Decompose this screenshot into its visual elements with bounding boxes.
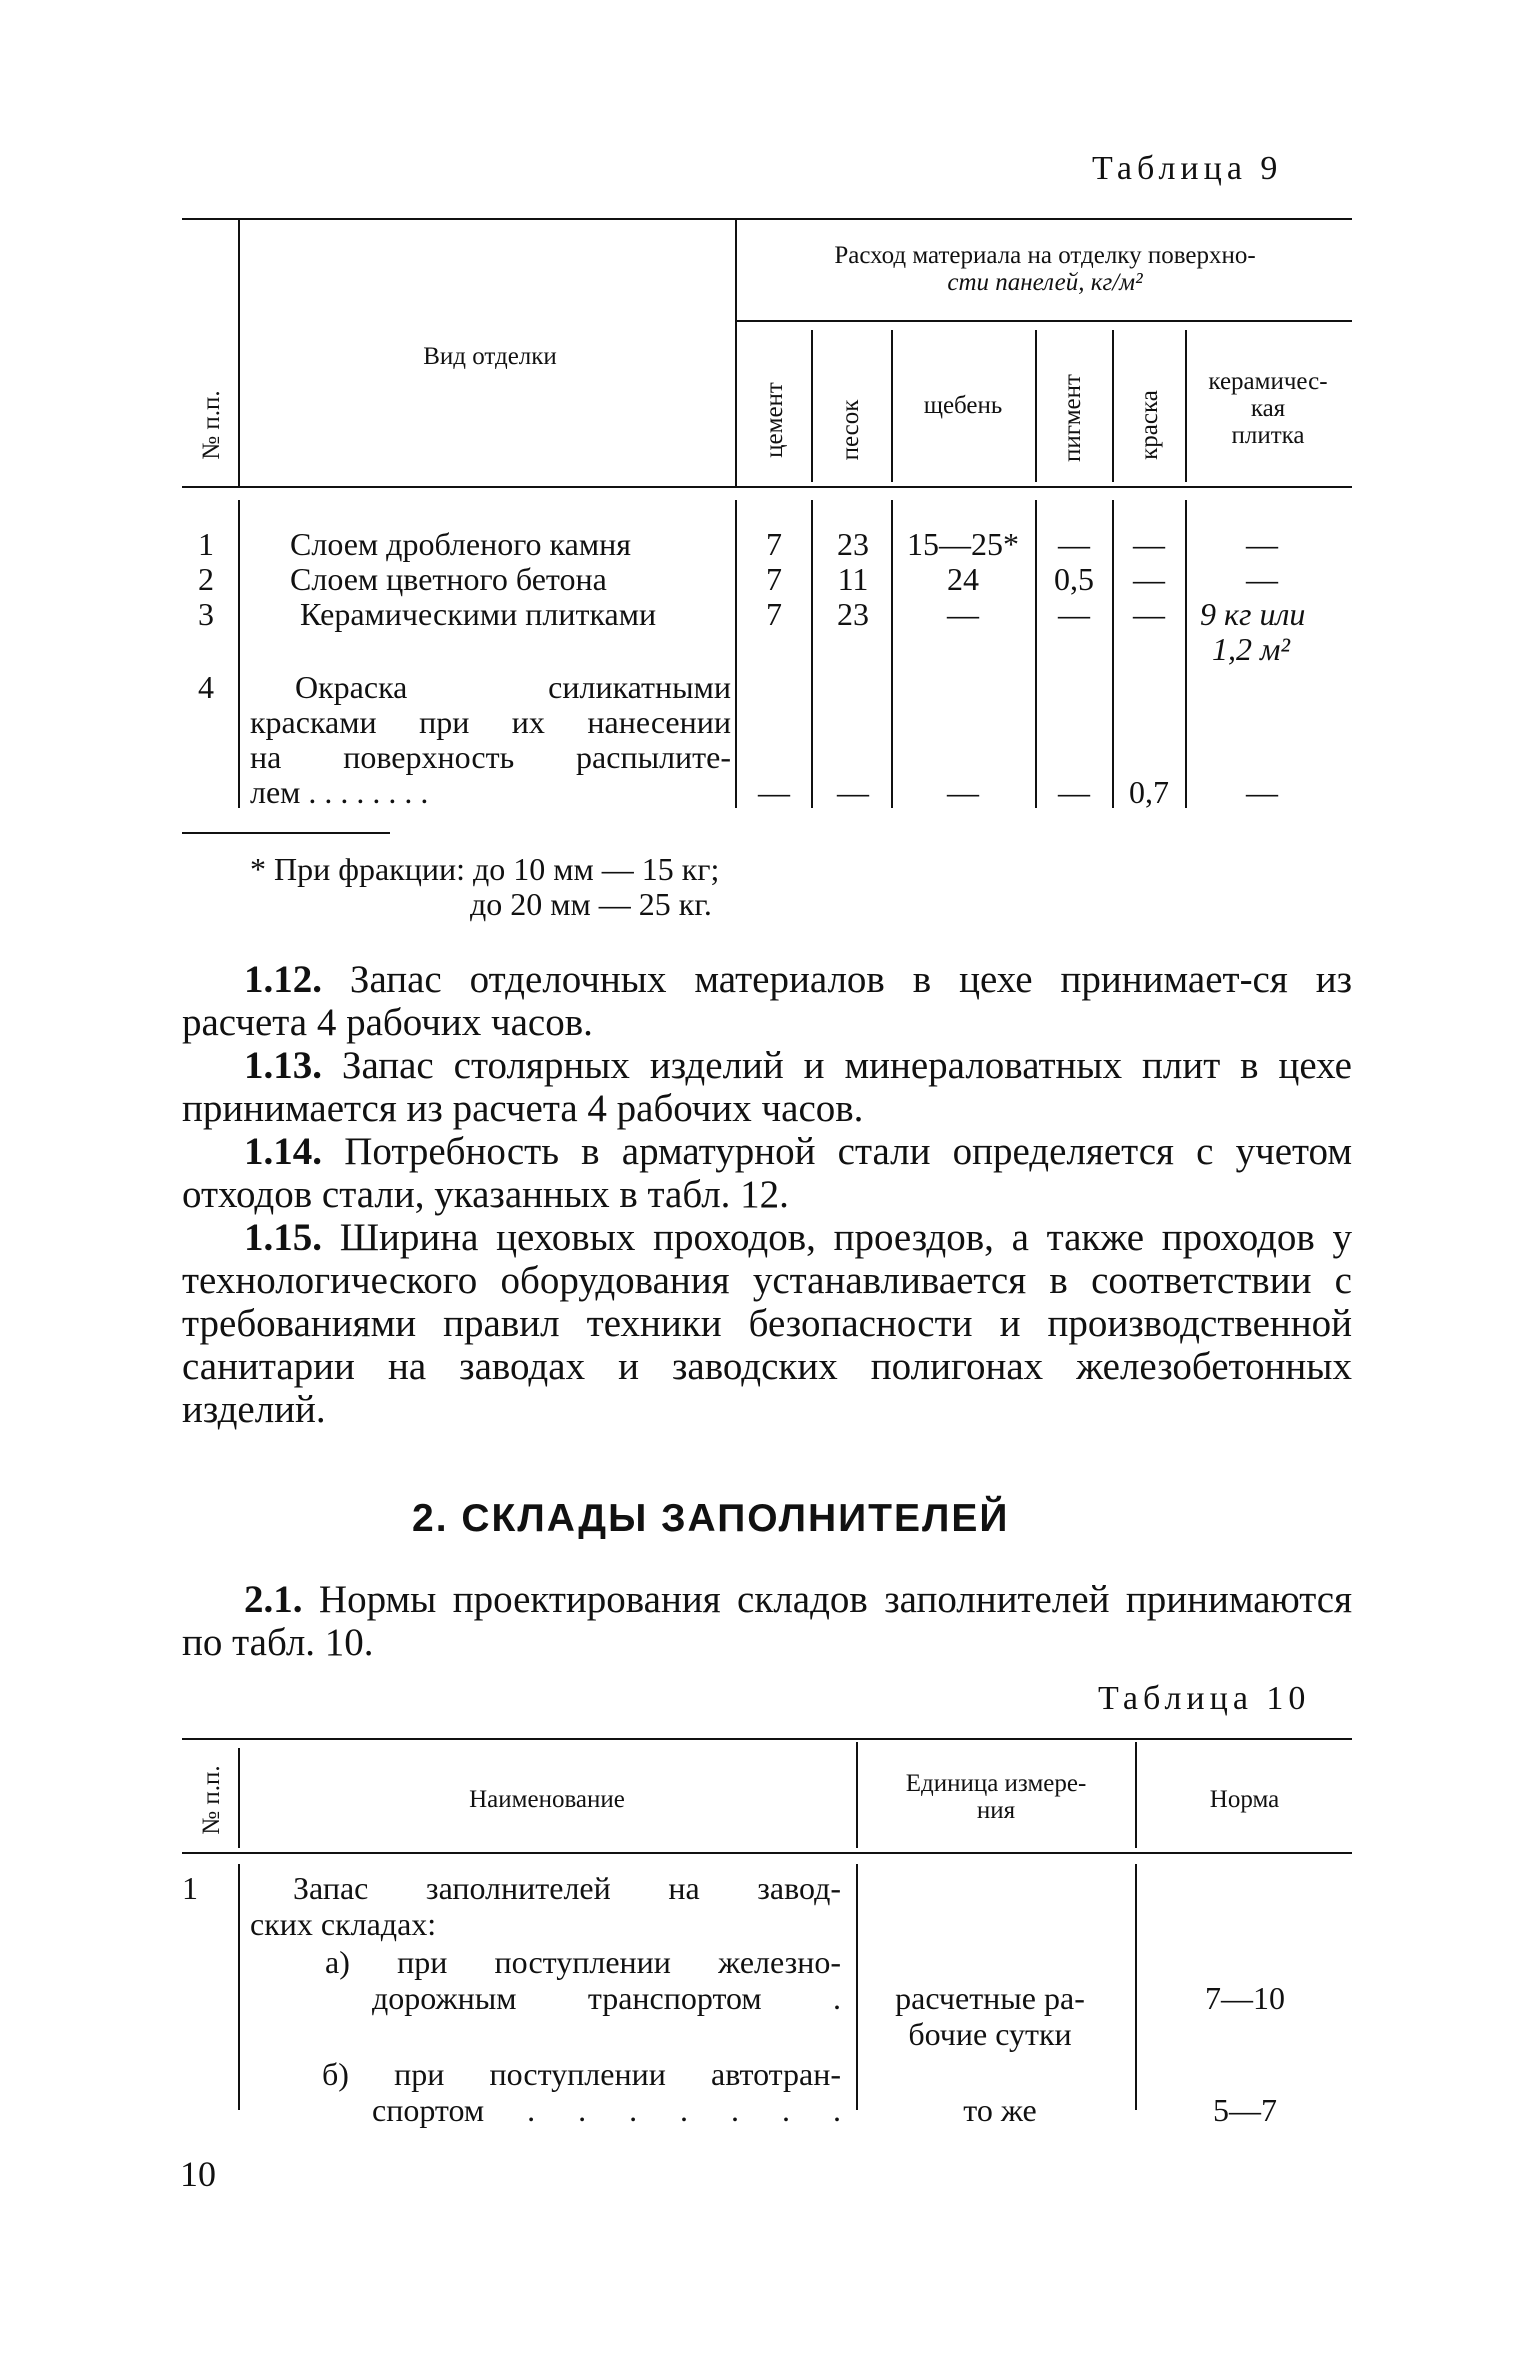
cell-unit: расчетные ра-	[895, 1980, 1085, 2016]
table9-footnote: до 20 мм — 25 кг.	[470, 886, 712, 922]
table9-group-rule	[735, 320, 1352, 322]
table9-vline	[811, 500, 813, 808]
cell-paint: 0,7	[1129, 774, 1169, 810]
table10-col-unit: Единица измере- ния	[905, 1770, 1087, 1824]
cell-pigment: —	[1058, 526, 1090, 562]
row-name: Керамическими плитками	[300, 596, 657, 632]
paragraph-2-1: 2.1. Нормы проектирования складов заполнителей принимаются по табл. 10.	[182, 1578, 1353, 1664]
cell-tile: 1,2 м²	[1212, 631, 1291, 667]
row-name: ских складах:	[250, 1906, 437, 1942]
cell-gravel: 24	[947, 561, 979, 597]
cell-cement: 7	[766, 526, 782, 562]
table9-vline	[811, 330, 813, 482]
row-name: Слоем цветного бетона	[290, 561, 607, 597]
row-name: Запас заполнителей на завод-	[293, 1870, 841, 1906]
cell-cement: —	[758, 774, 790, 810]
cell-norm: 7—10	[1205, 1980, 1285, 2016]
cell-sand: 23	[837, 526, 869, 562]
cell-pigment: 0,5	[1054, 561, 1094, 597]
row-name: Слоем дробленого камня	[290, 526, 631, 562]
cell-sand: —	[837, 774, 869, 810]
section-heading: 2. СКЛАДЫ ЗАПОЛНИТЕЛЕЙ	[412, 1497, 1010, 1540]
table9-col-gravel: щебень	[923, 392, 1003, 419]
cell-unit: бочие сутки	[908, 2016, 1072, 2052]
cell-tile: —	[1246, 526, 1278, 562]
row-number: 4	[198, 669, 214, 705]
cell-sand: 23	[837, 596, 869, 632]
table10-vline	[238, 1864, 240, 2110]
table10-header-bottom-rule	[182, 1852, 1352, 1854]
cell-paint: —	[1133, 561, 1165, 597]
table10-vline	[1135, 1864, 1137, 2110]
cell-pigment: —	[1058, 596, 1090, 632]
table9-col-sand: песок	[837, 399, 864, 461]
table9-caption: Таблица 9	[1092, 150, 1283, 187]
cell-tile: 9 кг или	[1200, 596, 1306, 632]
paragraph-1-14: 1.14. Потребность в арматурной стали определяется с учетом отходов стали, указанных в табл. 12.	[182, 1130, 1352, 1216]
cell-paint: —	[1133, 526, 1165, 562]
table9-vline	[1035, 330, 1037, 482]
table9-footnote-rule	[182, 832, 390, 834]
row-name: красками при их нанесении	[250, 704, 731, 740]
table9-col-paint: краска	[1136, 390, 1163, 460]
table9-col-pigment: пигмент	[1059, 374, 1086, 462]
table9-col-type: Вид отделки	[423, 343, 557, 370]
cell-paint: —	[1133, 596, 1165, 632]
cell-tile: —	[1246, 774, 1278, 810]
table9-col-tile: керамичес- кая плитка	[1208, 368, 1328, 449]
cell-cement: 7	[766, 596, 782, 632]
cell-unit: то же	[963, 2092, 1037, 2128]
row-name: Окраска силикатными	[295, 669, 731, 705]
table9-vline	[238, 218, 240, 486]
cell-gravel: —	[947, 596, 979, 632]
table9-vline	[1112, 330, 1114, 482]
paragraph-1-13: 1.13. Запас столярных изделий и минераловатных плит в цехе принимается из расчета 4 рабочих часов.	[182, 1044, 1352, 1130]
cell-norm: 5—7	[1213, 2092, 1277, 2128]
row-name: лем . . . . . . . .	[250, 774, 429, 810]
table10-col-num: № п.п.	[198, 1765, 225, 1835]
cell-cement: 7	[766, 561, 782, 597]
cell-gravel: 15—25*	[907, 526, 1019, 562]
table9-vline	[1035, 500, 1037, 808]
table9-col-group: Расход материала на отделку поверхно- сти панелей, кг/м²	[834, 242, 1256, 296]
cell-pigment: —	[1058, 774, 1090, 810]
table9-vline	[1185, 500, 1187, 808]
table9-header-bottom-rule	[182, 486, 1352, 488]
table9-vline	[238, 500, 240, 808]
table9-vline	[735, 218, 737, 486]
cell-tile: —	[1246, 561, 1278, 597]
row-name: на поверхность распылите-	[250, 739, 731, 775]
table9-vline	[735, 500, 737, 808]
table10-col-name: Наименование	[469, 1786, 625, 1813]
paragraph-1-15: 1.15. Ширина цеховых проходов, проездов, а также проходов у технологического оборудования устанавливается в соответствии с требованиями правил техники безопасности и производственной санитарии на заводах и заводских полигонах железобетонных изделий.	[182, 1216, 1353, 1431]
table9-col-cement: цемент	[761, 382, 788, 458]
row-name: а) при поступлении железно-	[325, 1944, 841, 1980]
cell-sand: 11	[837, 561, 869, 597]
page-number: 10	[180, 2154, 216, 2194]
table9-footnote: * При фракции: до 10 мм — 15 кг;	[250, 851, 720, 887]
table10-vline	[856, 1864, 858, 2110]
row-name: спортом . . . . . . .	[372, 2092, 841, 2128]
row-number: 1	[198, 526, 214, 562]
table9-col-num: № п.п.	[198, 390, 225, 460]
row-name: б) при поступлении автотран-	[322, 2056, 841, 2092]
paragraph-1-12: 1.12. Запас отделочных материалов в цехе принимает-ся из расчета 4 рабочих часов.	[182, 958, 1352, 1044]
body-paragraphs	[182, 958, 1352, 1431]
table9-vline	[891, 500, 893, 808]
table9-top-rule	[182, 218, 1352, 220]
row-name: дорожным транспортом .	[372, 1980, 841, 2016]
table9-vline	[1112, 500, 1114, 808]
table10-col-norm: Норма	[1209, 1786, 1280, 1813]
cell-gravel: —	[947, 774, 979, 810]
table10-top-rule	[182, 1738, 1352, 1740]
row-number: 2	[198, 561, 214, 597]
row-number: 3	[198, 596, 214, 632]
table10-caption: Таблица 10	[1098, 1680, 1311, 1717]
row-number: 1	[182, 1870, 198, 1906]
